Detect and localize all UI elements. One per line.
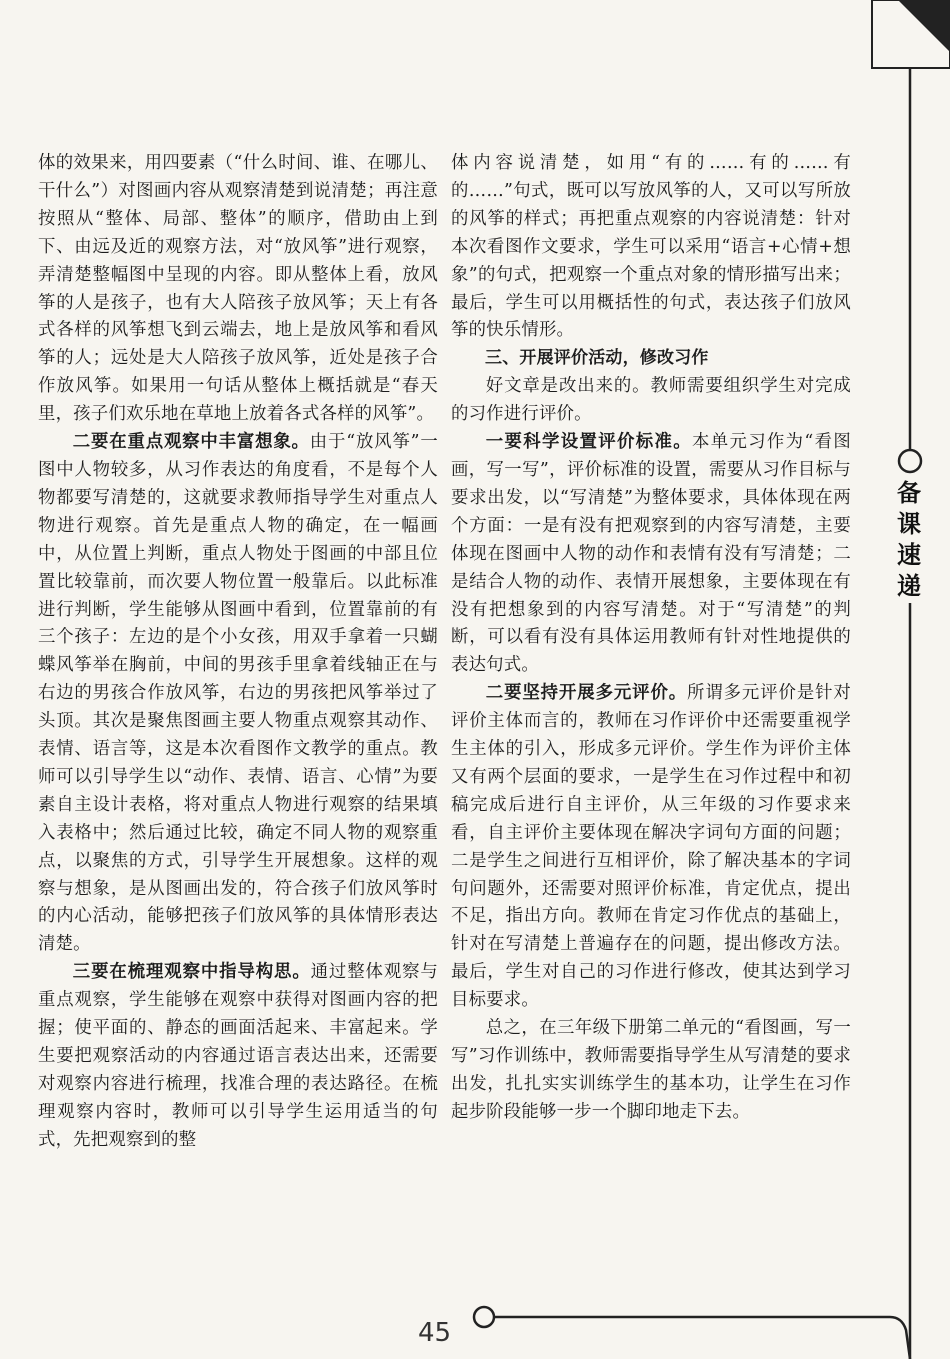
side-label: 备课速递 xyxy=(897,479,921,600)
paragraph-body: 由于“放风筝”一图中人物较多，从习作表达的角度看，不是每个人物都要写清楚的，这就要求教师指导学生对重点人物进行观察。首先是重点人物的确定，在一幅画中，从位置上判断，重点人物处于图画的中部且位置比较靠前，而次要人物位置一般靠后。以此标准进行判断，学生能够从图画中看到，位置靠前的有三个孩子：左边的是个小女孩，用双手拿着一只蝴蝶风筝举在胸前，中间的男孩手里拿着线轴正在与右边的男孩合作放风筝，右边的男孩把风筝举过了头顶。其次是聚焦图画主要人物重点观察其动作、表情、语言等，这是本次看图作文教学的重点。教师可以引导学生以“动作、表情、语言、心情”为要素自主设计表格，将对重点人物进行观察的结果填入表格中；然后通过比较，确定不同人物的观察重点，以聚焦的方式，引导学生开展想象。这样的观察与想象，是从图画出发的，符合孩子们放风筝时的内心活动，能够把孩子们放风筝的具体情形表达清楚。 xyxy=(38,432,438,955)
paragraph-lead: 二要坚持开展多元评价。 xyxy=(485,683,688,704)
page-number: 45 xyxy=(418,1318,452,1348)
paragraph: 体内容说清楚，如用“有的……有的……有的……”句式，既可以写放风筝的人，又可以写所放的风筝的样式；再把重点观察的内容说清楚：针对本次看图作文要求，学生可以采用“语言+心情+想象”的句式，把观察一个重点对象的情形描写出来；最后，学生可以用概括性的句式，表达孩子们放风筝的快乐情形。 xyxy=(451,153,851,341)
paragraph xyxy=(38,429,438,959)
right-column xyxy=(451,150,851,1127)
paragraph xyxy=(451,429,851,680)
paragraph-lead: 一要科学设置评价标准。 xyxy=(485,432,692,453)
paragraph xyxy=(38,959,438,1154)
paragraph-body: 本单元习作为“看图画，写一写”，评价标准的设置，需要从习作目标与要求出发，以“写清楚”为整体要求，具体体现在两个方面：一是有没有把观察到的内容写清楚，主要体现在图画中人物的动作和表情有没有写清楚；二是结合人物的动作、表情开展想象，主要体现在有没有把想象到的内容写清楚。对于“写清楚”的判断，可以看有没有具体运用教师有针对性地提供的表达句式。 xyxy=(451,432,851,676)
paragraph-body: 通过整体观察与重点观察，学生能够在观察中获得对图画内容的把握；使平面的、静态的画面活起来、丰富起来。学生要把观察活动的内容通过语言表达出来，还需要对观察内容进行梳理，找准合理的表达路径。在梳理观察内容时，教师可以引导学生运用适当的句式，先把观察到的整 xyxy=(38,962,438,1150)
paragraph: 体的效果来，用四要素（“什么时间、谁、在哪儿、干什么”）对图画内容从观察清楚到说清楚；再注意按照从“整体、局部、整体”的顺序，借助由上到下、由远及近的观察方法，对“放风筝”进行观察，弄清楚整幅图中呈现的内容。即从整体上看，放风筝的人是孩子，也有大人陪孩子放风筝；天上有各式各样的风筝想飞到云端去，地上是放风筝和看风筝的人；远处是大人陪孩子放风筝，近处是孩子合作放风筝。如果用一句话从整体上概括就是“春天里，孩子们欢乐地在草地上放着各式各样的风筝”。 xyxy=(38,153,438,425)
footer-rule-curve xyxy=(890,1317,910,1359)
footer-circle-icon xyxy=(474,1307,494,1327)
paragraph: 总之，在三年级下册第二单元的“看图画，写一写”习作训练中，教师需要指导学生从写清楚的要求出发，扎扎实实训练学生的基本功，让学生在习作起步阶段能够一步一个脚印地走下去。 xyxy=(451,1018,851,1122)
paragraph-lead: 二要在重点观察中丰富想象。 xyxy=(72,432,310,453)
section-heading: 三、开展评价活动，修改习作 xyxy=(485,348,709,369)
left-column xyxy=(38,150,438,1155)
paragraph-body: 所谓多元评价是针对评价主体而言的，教师在习作评价中还需要重视学生主体的引入，形成多元评价。学生作为评价主体又有两个层面的要求，一是学生在习作过程中和初稿完成后进行自主评价，从三年级的习作要求来看，自主评价主要体现在解决字词句方面的问题；二是学生之间进行互相评价，除了解决基本的字词句问题外，还需要对照评价标准，肯定优点，提出不足，指出方向。教师在肯定习作优点的基础上，针对在写清楚上普遍存在的问题，提出修改方法。最后，学生对自己的习作进行修改，使其达到学习目标要求。 xyxy=(451,683,851,1011)
vertical-rule-circle-icon xyxy=(899,450,921,472)
paragraph-lead: 三要在梳理观察中指导构思。 xyxy=(72,962,311,983)
paragraph xyxy=(451,680,851,1015)
paragraph: 好文章是改出来的。教师需要组织学生对完成的习作进行评价。 xyxy=(451,376,851,425)
